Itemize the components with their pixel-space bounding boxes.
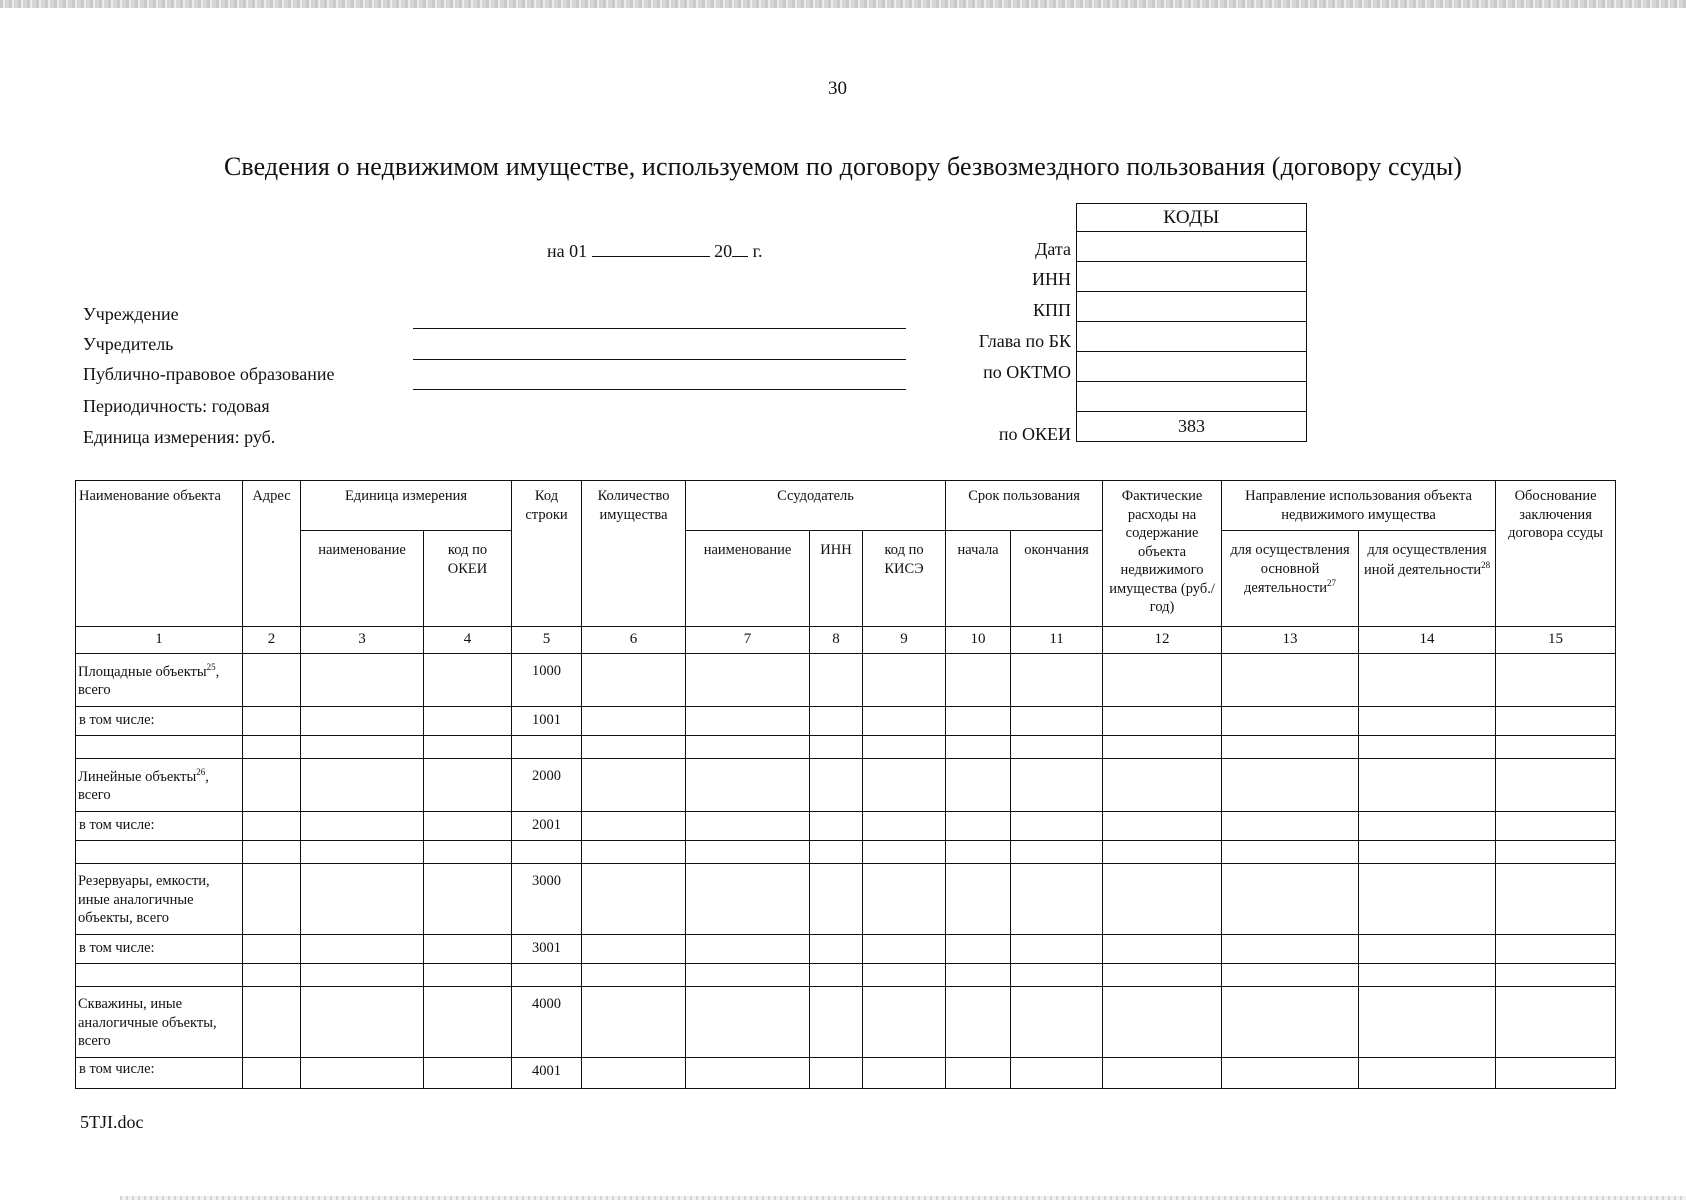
table-row	[76, 812, 1616, 841]
row-code: 4000	[512, 987, 582, 1058]
col-num: 7	[686, 627, 810, 654]
col-num: 14	[1359, 627, 1496, 654]
col-num: 5	[512, 627, 582, 654]
header-address: Адрес	[243, 481, 301, 627]
cell[interactable]	[863, 864, 946, 935]
cell[interactable]	[810, 736, 863, 759]
cell[interactable]	[946, 841, 1011, 864]
cell[interactable]	[946, 707, 1011, 736]
code-label-oktmo: по ОКТМО	[983, 362, 1071, 382]
page-number: 30	[828, 78, 847, 99]
cell[interactable]	[810, 812, 863, 841]
cell[interactable]	[946, 1058, 1011, 1089]
cell[interactable]	[1359, 707, 1496, 736]
cell[interactable]	[243, 964, 301, 987]
cell[interactable]	[424, 707, 512, 736]
cell[interactable]	[301, 987, 424, 1058]
cell[interactable]	[946, 812, 1011, 841]
cell[interactable]	[424, 864, 512, 935]
col-num: 9	[863, 627, 946, 654]
cell[interactable]	[512, 964, 582, 987]
field-label-public-entity: Публично-правовое образование	[83, 364, 335, 384]
header-quantity: Количество имущества	[582, 481, 686, 627]
cell[interactable]	[301, 964, 424, 987]
cell[interactable]	[424, 654, 512, 707]
header-name: Наименование объекта	[76, 481, 243, 627]
scan-edge-bottom	[120, 1196, 1686, 1200]
row-code: 2000	[512, 759, 582, 812]
cell[interactable]	[301, 654, 424, 707]
cell[interactable]	[1222, 707, 1359, 736]
col-num: 2	[243, 627, 301, 654]
footer-filename: 5TJI.doc	[80, 1112, 144, 1132]
col-num: 1	[76, 627, 243, 654]
table-row	[76, 987, 1616, 1058]
cell[interactable]	[1011, 707, 1103, 736]
code-label-okei: по ОКЕИ	[998, 424, 1071, 444]
year-blank[interactable]	[732, 240, 748, 257]
cell[interactable]	[946, 987, 1011, 1058]
cell[interactable]	[863, 812, 946, 841]
cell[interactable]	[582, 812, 686, 841]
code-cell-empty[interactable]	[1077, 382, 1307, 412]
col-num: 13	[1222, 627, 1359, 654]
row-name	[76, 759, 243, 812]
cell[interactable]	[1359, 964, 1496, 987]
founder-line[interactable]	[413, 359, 906, 360]
row-name: в том числе:	[76, 1058, 243, 1089]
cell[interactable]	[1011, 964, 1103, 987]
header-term-start: начала	[946, 531, 1011, 627]
cell[interactable]	[1103, 736, 1222, 759]
col-num: 12	[1103, 627, 1222, 654]
cell[interactable]	[1359, 812, 1496, 841]
table-row	[76, 864, 1616, 935]
cell[interactable]	[686, 1058, 810, 1089]
cell[interactable]	[946, 759, 1011, 812]
cell[interactable]	[1359, 736, 1496, 759]
cell[interactable]	[1496, 841, 1616, 864]
cell[interactable]	[582, 707, 686, 736]
cell[interactable]	[1103, 964, 1222, 987]
field-label-unit: Единица измерения: руб.	[83, 427, 276, 447]
table-row	[76, 654, 1616, 707]
cell[interactable]	[810, 841, 863, 864]
cell[interactable]	[1103, 759, 1222, 812]
row-name-suffix: , всего	[78, 663, 220, 699]
cell[interactable]	[301, 1058, 424, 1089]
cell[interactable]	[243, 935, 301, 964]
cell[interactable]	[863, 987, 946, 1058]
cell[interactable]	[1011, 812, 1103, 841]
cell[interactable]	[863, 736, 946, 759]
header-direction: Направление использования объекта недвижимого имущества	[1222, 481, 1496, 531]
cell[interactable]	[1103, 707, 1222, 736]
cell[interactable]	[1359, 864, 1496, 935]
direction-main-text: для осуществления основной деятельности	[1230, 542, 1350, 596]
cell[interactable]	[946, 654, 1011, 707]
cell[interactable]	[1222, 654, 1359, 707]
cell[interactable]	[686, 736, 810, 759]
row-code: 1000	[512, 654, 582, 707]
row-name	[76, 654, 243, 707]
cell[interactable]	[686, 987, 810, 1058]
cell[interactable]	[582, 864, 686, 935]
cell[interactable]	[582, 987, 686, 1058]
cell[interactable]	[1496, 759, 1616, 812]
cell[interactable]	[582, 841, 686, 864]
cell[interactable]	[301, 841, 424, 864]
field-label-institution: Учреждение	[83, 304, 179, 324]
header-unit-name: наименование	[301, 531, 424, 627]
cell[interactable]	[424, 812, 512, 841]
cell[interactable]	[1222, 812, 1359, 841]
cell[interactable]	[1011, 1058, 1103, 1089]
cell[interactable]	[1496, 964, 1616, 987]
header-expenses: Фактические расходы на содержание объекта недвижимого имущества (руб./год)	[1103, 481, 1222, 627]
report-date-line	[547, 240, 762, 262]
cell[interactable]	[810, 935, 863, 964]
cell[interactable]	[1359, 759, 1496, 812]
code-cell-bk[interactable]	[1077, 322, 1307, 352]
cell[interactable]	[424, 736, 512, 759]
row-name: в том числе:	[76, 935, 243, 964]
cell[interactable]	[1496, 707, 1616, 736]
cell[interactable]	[686, 935, 810, 964]
row-code: 3001	[512, 935, 582, 964]
col-num: 3	[301, 627, 424, 654]
cell[interactable]	[243, 736, 301, 759]
cell[interactable]	[946, 935, 1011, 964]
cell[interactable]	[582, 759, 686, 812]
cell[interactable]	[1222, 759, 1359, 812]
cell[interactable]	[863, 654, 946, 707]
table-row	[76, 1058, 1616, 1089]
cell[interactable]	[810, 864, 863, 935]
table-row	[76, 707, 1616, 736]
code-cell-date[interactable]	[1077, 232, 1307, 262]
cell[interactable]	[810, 987, 863, 1058]
header-term-end: окончания	[1011, 531, 1103, 627]
cell[interactable]	[1496, 864, 1616, 935]
cell[interactable]	[243, 841, 301, 864]
cell[interactable]	[1103, 935, 1222, 964]
cell[interactable]	[1011, 935, 1103, 964]
direction-other-text: для осуществления иной деятельности	[1363, 542, 1487, 578]
cell[interactable]	[76, 964, 243, 987]
cell[interactable]	[582, 935, 686, 964]
footnote-25: 25	[206, 662, 216, 672]
column-numbers-row	[76, 627, 1616, 654]
cell[interactable]	[1222, 964, 1359, 987]
cell[interactable]	[863, 707, 946, 736]
cell[interactable]	[946, 964, 1011, 987]
code-label-bk: Глава по БК	[978, 331, 1071, 351]
cell[interactable]	[863, 964, 946, 987]
cell[interactable]	[863, 841, 946, 864]
code-label-inn: ИНН	[1032, 269, 1071, 289]
col-num: 8	[810, 627, 863, 654]
cell[interactable]	[512, 736, 582, 759]
header-unit-code: код по ОКЕИ	[424, 531, 512, 627]
code-cell-inn[interactable]	[1077, 262, 1307, 292]
table-row	[76, 935, 1616, 964]
col-num: 15	[1496, 627, 1616, 654]
footnote-27: 27	[1327, 578, 1337, 589]
col-num: 11	[1011, 627, 1103, 654]
row-name-text: Линейные объекты	[78, 768, 197, 785]
cell[interactable]	[863, 1058, 946, 1089]
cell[interactable]	[424, 1058, 512, 1089]
cell[interactable]	[1222, 1058, 1359, 1089]
header-lender-name: наименование	[686, 531, 810, 627]
col-num: 10	[946, 627, 1011, 654]
cell[interactable]	[424, 841, 512, 864]
cell[interactable]	[946, 736, 1011, 759]
cell[interactable]	[1103, 654, 1222, 707]
row-name: в том числе:	[76, 707, 243, 736]
cell[interactable]	[301, 707, 424, 736]
cell[interactable]	[1222, 736, 1359, 759]
cell[interactable]	[243, 759, 301, 812]
codes-header: КОДЫ	[1077, 204, 1307, 232]
cell[interactable]	[1103, 841, 1222, 864]
row-code: 2001	[512, 812, 582, 841]
cell[interactable]	[1011, 736, 1103, 759]
cell[interactable]	[1103, 987, 1222, 1058]
table-row	[76, 964, 1616, 987]
cell[interactable]	[1496, 812, 1616, 841]
cell[interactable]	[863, 935, 946, 964]
cell[interactable]	[1222, 841, 1359, 864]
cell[interactable]	[810, 964, 863, 987]
cell[interactable]	[1359, 654, 1496, 707]
cell[interactable]	[686, 964, 810, 987]
footnote-26: 26	[196, 767, 206, 777]
col-num: 4	[424, 627, 512, 654]
col-num: 6	[582, 627, 686, 654]
row-code: 4001	[512, 1058, 582, 1089]
row-code: 1001	[512, 707, 582, 736]
cell[interactable]	[243, 654, 301, 707]
table-row	[76, 736, 1616, 759]
cell[interactable]	[686, 864, 810, 935]
code-label-kpp: КПП	[1032, 300, 1071, 320]
cell[interactable]	[1496, 935, 1616, 964]
cell[interactable]	[1103, 864, 1222, 935]
cell[interactable]	[1222, 987, 1359, 1058]
cell[interactable]	[686, 707, 810, 736]
cell[interactable]	[582, 964, 686, 987]
property-table	[75, 480, 1616, 1089]
cell[interactable]	[1103, 812, 1222, 841]
row-name-suffix: , всего	[78, 768, 209, 804]
field-label-founder: Учредитель	[83, 334, 174, 354]
header-lender-inn: ИНН	[810, 531, 863, 627]
cell[interactable]	[1011, 841, 1103, 864]
cell[interactable]	[946, 864, 1011, 935]
cell[interactable]	[1011, 654, 1103, 707]
code-cell-okei[interactable]: 383	[1077, 412, 1307, 442]
cell[interactable]	[1359, 841, 1496, 864]
cell[interactable]	[1103, 1058, 1222, 1089]
table-row	[76, 759, 1616, 812]
code-cell-kpp[interactable]	[1077, 292, 1307, 322]
row-name: в том числе:	[76, 812, 243, 841]
header-row-code: Код строки	[512, 481, 582, 627]
cell[interactable]	[301, 736, 424, 759]
cell[interactable]	[582, 654, 686, 707]
cell[interactable]	[243, 987, 301, 1058]
field-label-periodicity: Периодичность: годовая	[83, 396, 270, 416]
cell[interactable]	[512, 841, 582, 864]
cell[interactable]	[1496, 1058, 1616, 1089]
cell[interactable]	[424, 964, 512, 987]
cell[interactable]	[301, 864, 424, 935]
cell[interactable]	[686, 812, 810, 841]
code-label-date: Дата	[1035, 239, 1071, 259]
row-name: Резервуары, емкости, иные аналогичные объекты, всего	[76, 864, 243, 935]
cell[interactable]	[424, 935, 512, 964]
cell[interactable]	[1496, 654, 1616, 707]
codes-box	[1076, 203, 1307, 442]
cell[interactable]	[1359, 987, 1496, 1058]
date-suffix: г.	[752, 241, 763, 261]
cell[interactable]	[1359, 935, 1496, 964]
date-prefix: на 01	[547, 241, 588, 261]
public-entity-line[interactable]	[413, 389, 906, 390]
cell[interactable]	[243, 812, 301, 841]
cell[interactable]	[686, 841, 810, 864]
row-code: 3000	[512, 864, 582, 935]
institution-line[interactable]	[413, 328, 906, 329]
page-title: Сведения о недвижимом имуществе, используемом по договору безвозмездного пользования (договору ссуды)	[223, 152, 1463, 181]
cell[interactable]	[582, 736, 686, 759]
cell[interactable]	[1011, 864, 1103, 935]
cell[interactable]	[301, 935, 424, 964]
header-unit: Единица измерения	[301, 481, 512, 531]
row-name-text: Площадные объекты	[78, 663, 207, 680]
cell[interactable]	[76, 736, 243, 759]
cell[interactable]	[1222, 935, 1359, 964]
cell[interactable]	[301, 812, 424, 841]
cell[interactable]	[76, 841, 243, 864]
footnote-28: 28	[1481, 559, 1491, 570]
cell[interactable]	[301, 759, 424, 812]
row-name: Скважины, иные аналогичные объекты, всего	[76, 987, 243, 1058]
cell[interactable]	[243, 1058, 301, 1089]
date-blank[interactable]	[592, 240, 710, 257]
cell[interactable]	[1011, 987, 1103, 1058]
header-justification: Обоснование заключения договора ссуды	[1496, 481, 1616, 627]
scan-edge-top	[0, 0, 1686, 8]
header-term: Срок пользования	[946, 481, 1103, 531]
cell[interactable]	[810, 707, 863, 736]
date-year: 20	[714, 241, 733, 261]
cell[interactable]	[810, 1058, 863, 1089]
cell[interactable]	[243, 864, 301, 935]
cell[interactable]	[424, 759, 512, 812]
cell[interactable]	[1496, 987, 1616, 1058]
header-lender: Ссудодатель	[686, 481, 946, 531]
cell[interactable]	[582, 1058, 686, 1089]
cell[interactable]	[1011, 759, 1103, 812]
cell[interactable]	[686, 654, 810, 707]
cell[interactable]	[810, 654, 863, 707]
cell[interactable]	[243, 707, 301, 736]
header-direction-other	[1359, 531, 1496, 627]
code-cell-oktmo[interactable]	[1077, 352, 1307, 382]
cell[interactable]	[1222, 864, 1359, 935]
header-direction-main	[1222, 531, 1359, 627]
header-lender-kise: код по КИСЭ	[863, 531, 946, 627]
cell[interactable]	[863, 759, 946, 812]
cell[interactable]	[1496, 736, 1616, 759]
cell[interactable]	[810, 759, 863, 812]
cell[interactable]	[1359, 1058, 1496, 1089]
cell[interactable]	[686, 759, 810, 812]
cell[interactable]	[424, 987, 512, 1058]
table-row	[76, 841, 1616, 864]
